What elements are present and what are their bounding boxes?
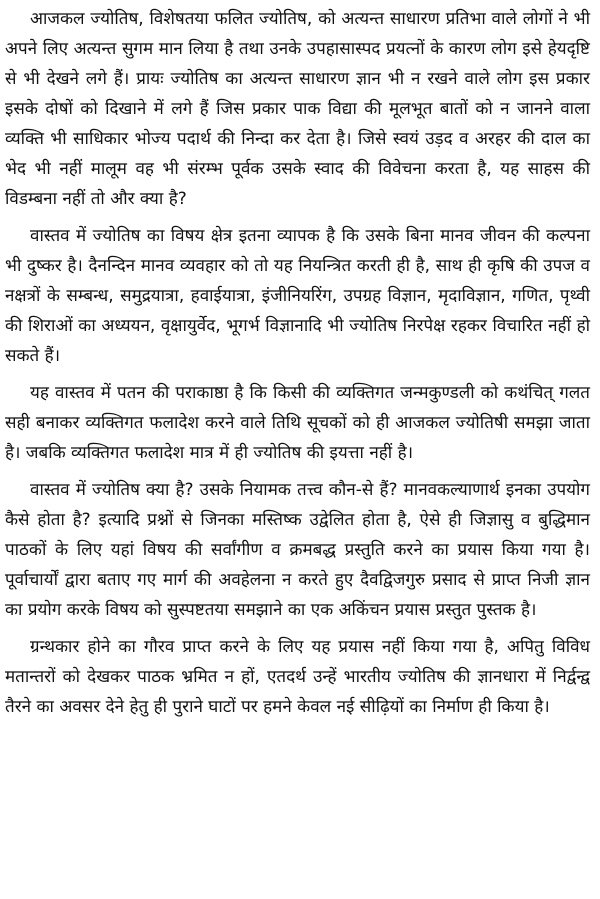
paragraph-5: ग्रन्थकार होने का गौरव प्राप्त करने के लिए यह प्रयास नहीं किया गया है, अपितु विविध मतान्तरों को देखकर पाठक भ्रमित न हों, एतदर्थ उन्हें भारतीय ज्योतिष की ज्ञानधारा में निर्द्वन्द्व तैरने का अवसर देने हेतु ही पुराने घाटों पर हमने केवल नई सीढ़ियों का निर्माण ही किया है। <box>5 637 590 717</box>
paragraph-2: वास्तव में ज्योतिष का विषय क्षेत्र इतना व्यापक है कि उसके बिना मानव जीवन की कल्पना भी दुष्कर है। दैनन्दिन मानव व्यवहार को तो यह नियन्त्रित करती ही है, साथ ही कृषि की उपज व नक्षत्रों के सम्बन्ध, समुद्रयात्रा, हवाईयात्रा, इंजीनियरिंग, उपग्रह विज्ञान, मृदाविज्ञान, गणित, पृथ्वी की शिराओं का अध्ययन, वृक्षायुर्वेद, भूगर्भ विज्ञानादि भी ज्योतिष निरपेक्ष रहकर विचारित नहीं हो सकते हैं। <box>5 226 590 366</box>
paragraph-3: यह वास्तव में पतन की पराकाष्ठा है कि किसी की व्यक्तिगत जन्मकुण्डली को कथंचित् गलत सही बनाकर व्यक्तिगत फलादेश करने वाले तिथि सूचकों को ही आजकल ज्योतिषी समझा जाता है। जबकि व्यक्तिगत फलादेश मात्र में ही ज्योतिष की इयत्ता नहीं है। <box>5 383 590 463</box>
paragraph-1: आजकल ज्योतिष, विशेषतया फलित ज्योतिष, को अत्यन्त साधारण प्रतिभा वाले लोगों ने भी अपने लिए अत्यन्त सुगम मान लिया है तथा उनके उपहासास्पद प्रयत्नों के कारण लोग इसे हेयदृष्टि से भी देखने लगे हैं। प्रायः ज्योतिष का अत्यन्त साधारण ज्ञान भी न रखने वाले लोग इस प्रकार इसके दोषों को दिखाने में लगे हैं जिस प्रकार पाक विद्या की मूलभूत बातों को न जानने वाला व्यक्ति भी साधिकार भोज्य पदार्थ की निन्दा कर देता है। जिसे स्वयं उड़द व अरहर की दाल का भेद भी नहीं मालूम वह भी संरम्भ पूर्वक उसके स्वाद की विवेचना करता है, यह साहस की विडम्बना नहीं तो और क्या है? <box>5 9 590 209</box>
paragraph-4: वास्तव में ज्योतिष क्या है? उसके नियामक तत्त्व कौन-से हैं? मानवकल्याणार्थ इनका उपयोग कैसे होता है? इत्यादि प्रश्नों से जिनका मस्तिष्क उद्वेलित होता है, ऐसे ही जिज्ञासु व बुद्धिमान पाठकों के लिए यहां विषय की सर्वांगीण व क्रमबद्ध प्रस्तुति करने का प्रयास किया गया है। पूर्वाचार्यों द्वारा बताए गए मार्ग की अवहेलना न करते हुए दैवद्विजगुरु प्रसाद से प्राप्त निजी ज्ञान का प्रयोग करके विषय को सुस्पष्टतया समझाने का एक अकिंचन प्रयास प्रस्तुत पुस्तक है। <box>5 480 590 620</box>
